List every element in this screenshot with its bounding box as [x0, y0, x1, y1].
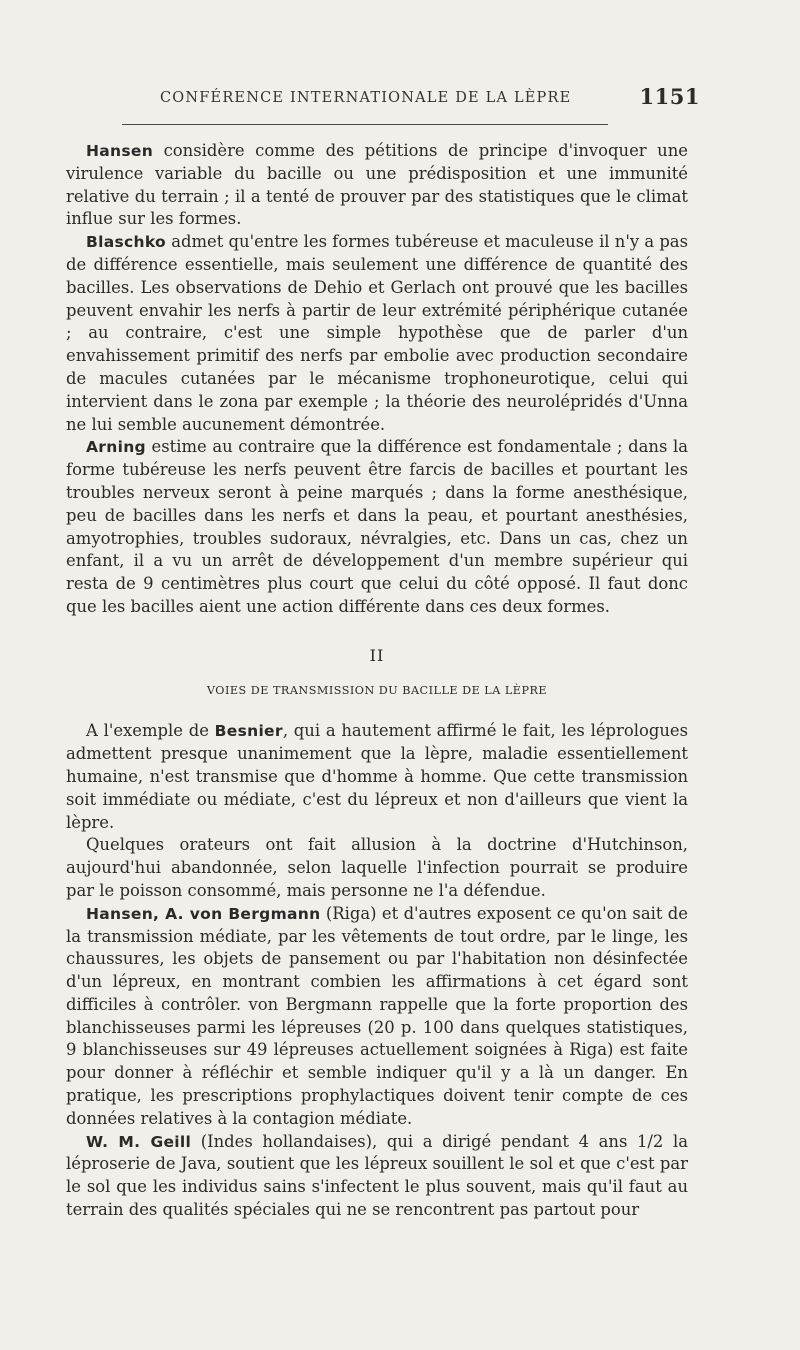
running-title: CONFÉRENCE INTERNATIONALE DE LA LÈPRE — [160, 90, 572, 106]
paragraph-arning — [66, 436, 688, 618]
paragraph-text: Quelques orateurs ont fait allusion à la doctrine d'Hutchinson, aujourd'hui abandonnée, selon laquelle l'infection pourrait se produire par le poisson consommé, mais personne ne l'a défendue. — [66, 835, 688, 900]
paragraph-blaschko — [66, 231, 688, 436]
paragraph-bergmann — [66, 903, 688, 1131]
paragraph-text: admet qu'entre les formes tubéreuse et maculeuse il n'y a pas de différence essentielle, mais seulement une différence de quantité des bacilles. Les observations de Dehio et Gerlach ont prouvé que les bacilles peuvent envahir les nerfs à partir de leur extrémité périphérique cutanée ; au contraire, c'est une simple hypothèse que de parler d'un envahissement primitif des nerfs par embolie avec production secondaire de macules cutanées par le mécanisme trophoneurotique, celui qui intervient dans le zona par exemple ; la théorie des neurolépridés d'Unna ne lui semble aucunement démontrée. — [66, 232, 688, 434]
author-name: Hansen — [86, 142, 154, 160]
section-title: VOIES DE TRANSMISSION DU BACILLE DE LA LÈPRE — [206, 683, 548, 697]
author-name: W. M. Geill — [86, 1132, 192, 1151]
author-name: Besnier — [214, 722, 283, 741]
page-header — [70, 84, 700, 114]
page-body — [66, 140, 688, 1222]
section-number: II — [369, 645, 385, 665]
page-number: 1151 — [639, 84, 700, 109]
author-name: Blaschko — [86, 233, 166, 252]
header-rule — [122, 124, 608, 125]
paragraph-lead: A l'exemple de — [86, 721, 215, 741]
paragraph-geill — [66, 1131, 688, 1222]
paragraph-text: (Indes hollandaises), qui a dirigé pendant 4 ans 1/2 la léproserie de Java, soutient que les lépreux souillent le sol et que c'est par le sol que les individus sains s'infectent le plus souvent, mais qu'il faut au terrain des qualités spéciales qui ne se rencontrent pas partout pour — [66, 1131, 688, 1220]
paragraph-text: , qui a hautement affirmé le fait, les léprologues admettent presque unanimement que la lèpre, maladie essentiellement humaine, n'est transmise que d'homme à homme. Que cette transmission soit immédiate ou médiate, c'est du lépreux et non d'ailleurs que vient la lèpre. — [66, 721, 688, 832]
paragraph-text: considère comme des pétitions de principe d'invoquer une virulence variable du bacille ou une prédisposition et une immunité relative du terrain ; il a tenté de prouver par des statistiques que le climat influe sur les formes. — [66, 141, 688, 229]
paragraph-besnier — [66, 720, 688, 834]
paragraph-hansen — [66, 140, 688, 231]
paragraph-text: estime au contraire que la différence est fondamentale ; dans la forme tubéreuse les nerfs peuvent être farcis de bacilles et pourtant les troubles nerveux seront à peine marqués ; dans la forme anesthésique, peu de bacilles dans les nerfs et dans la peau, et pourtant anesthésies, amyotrophies, troubles sudoraux, névralgies, etc. Dans un cas, chez un enfant, il a vu un arrêt de développement d'un membre supérieur qui resta de 9 centimètres plus court que celui du côté opposé. Il faut donc que les bacilles aient une action différente dans ces deux formes. — [66, 437, 688, 616]
paragraph-hutchinson — [66, 834, 688, 902]
author-name: Hansen, A. von Bergmann — [86, 904, 321, 923]
paragraph-text: (Riga) et d'autres exposent ce qu'on sait de la transmission médiate, par les vêtements de tout ordre, par le linge, les chaussures, les objets de pansement ou par l'habitation non désinfectée d'un lépreux, en montrant combien les affirmations à cet égard sont difficiles à contrôler. von Bergmann rappelle que la forte proportion des blanchisseuses parmi les lépreuses (20 p. 100 dans quelques statistiques, 9 blanchisseuses sur 49 lépreuses actuellement soignées à Riga) est faite pour donner à réfléchir et semble indiquer qu'il y a là un danger. En pratique, les prescriptions prophylactiques doivent tenir compte de ces données relatives à la contagion médiate. — [66, 903, 688, 1128]
author-name: Arning — [86, 438, 146, 457]
